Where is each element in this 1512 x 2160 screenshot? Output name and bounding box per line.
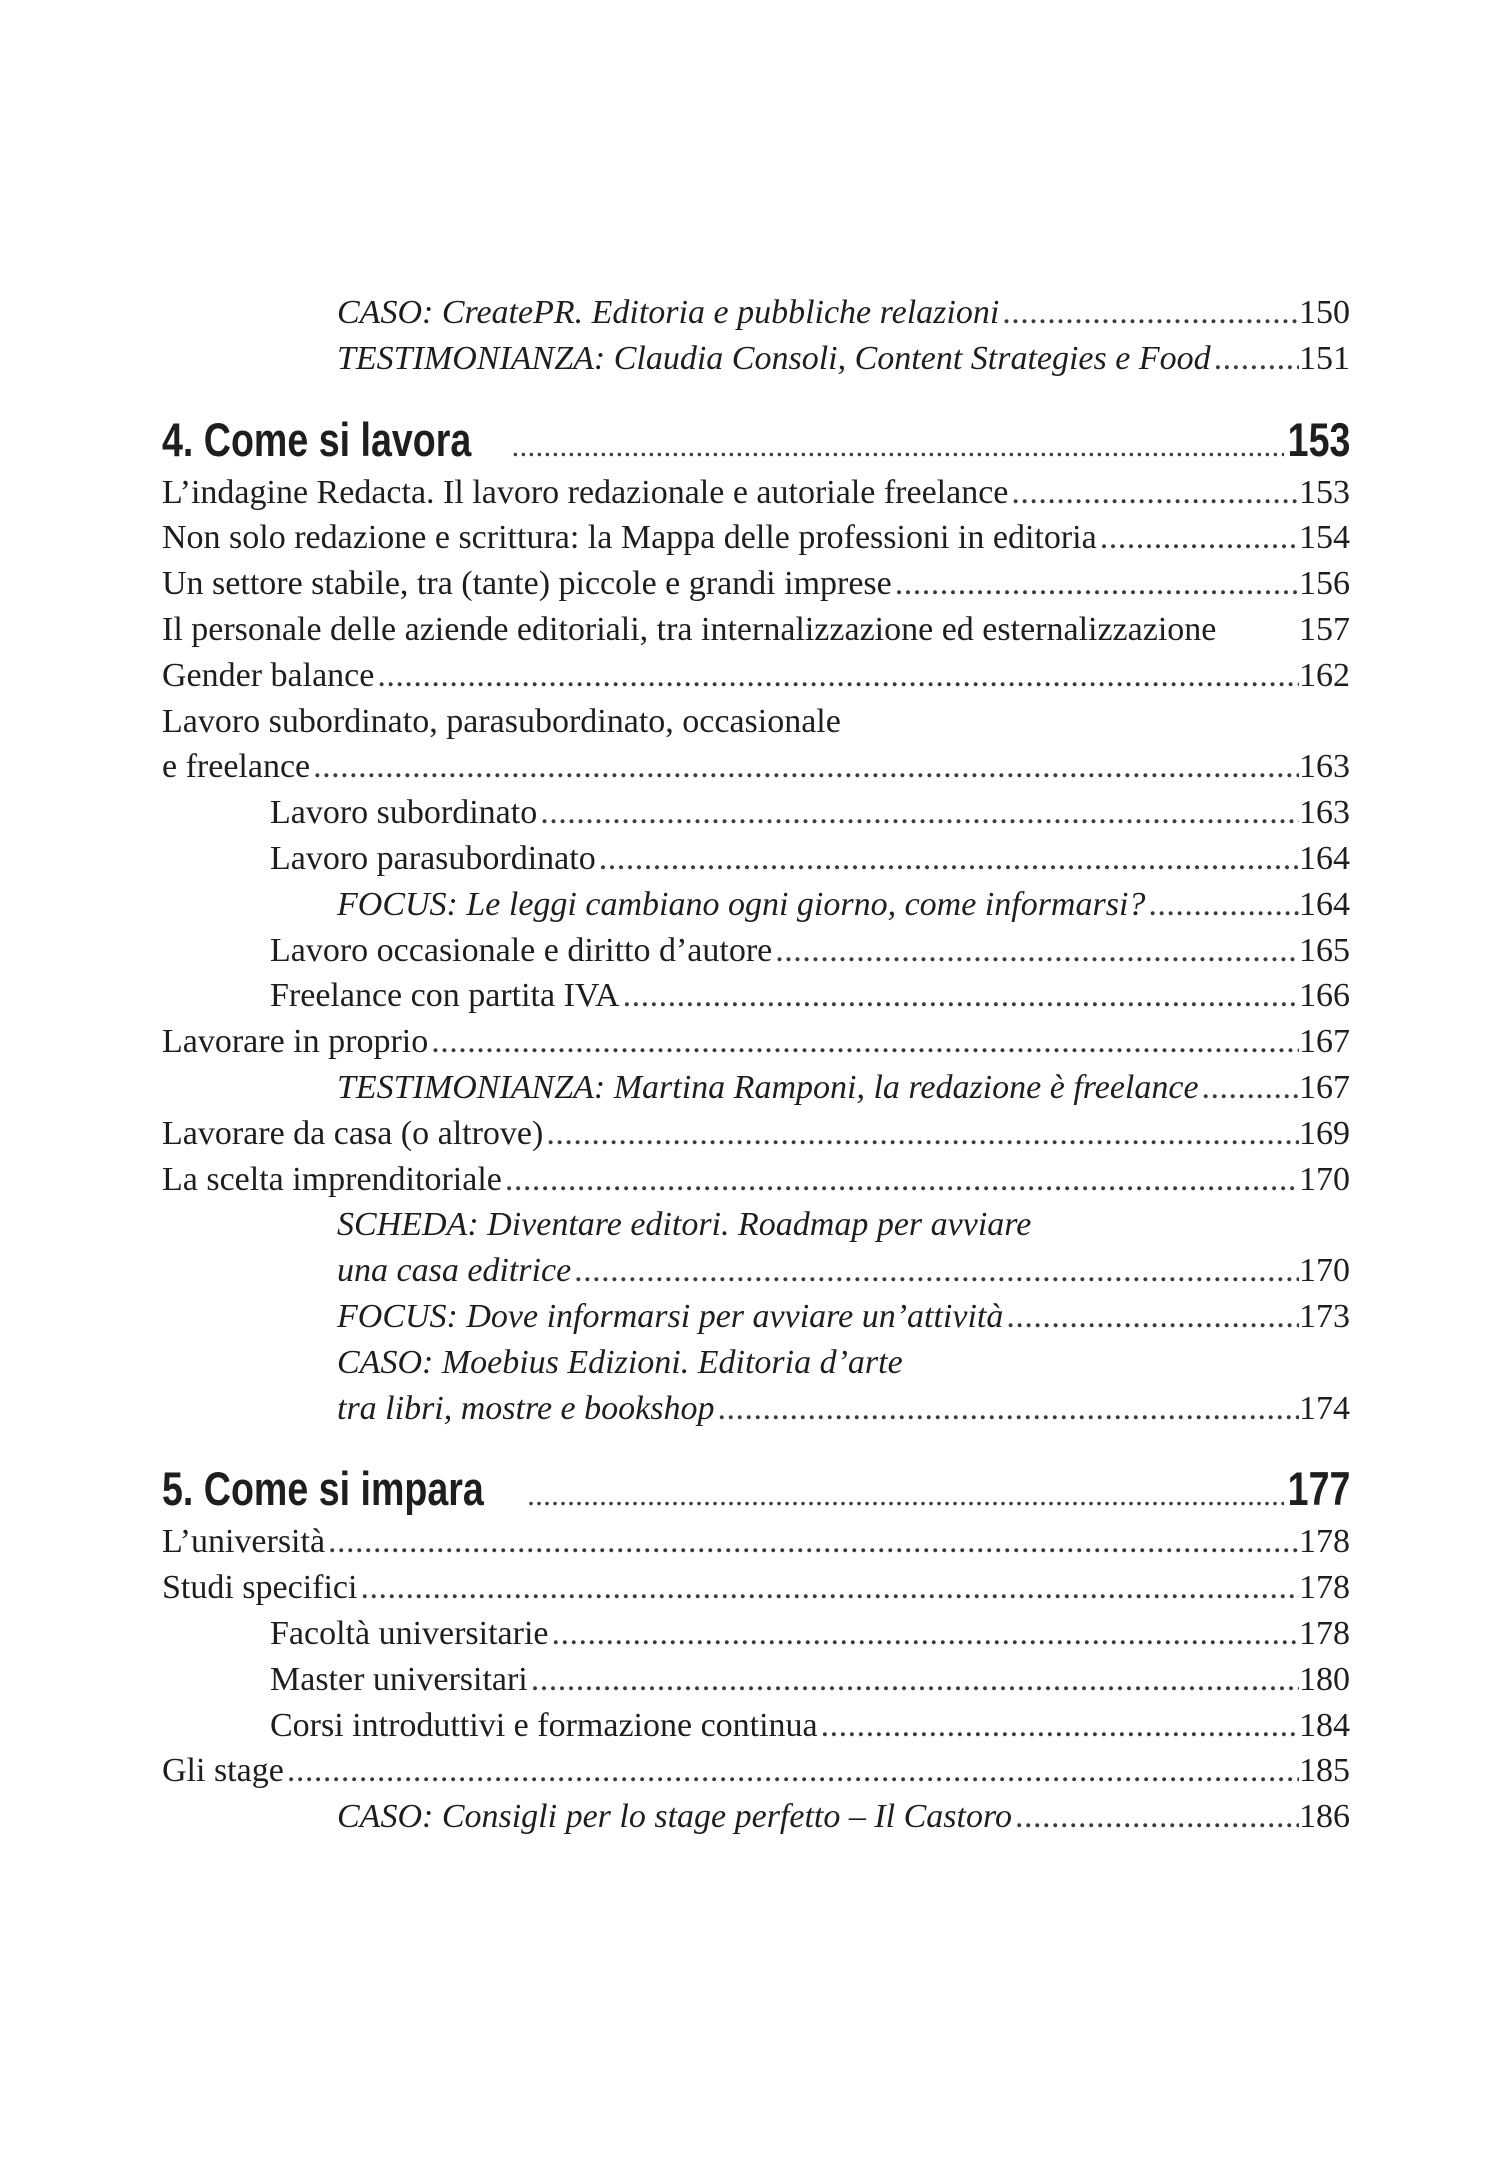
section-gap — [162, 382, 1350, 410]
dot-leader — [818, 1703, 1299, 1749]
toc-entry — [162, 1611, 1350, 1657]
toc-page-number: 153 — [1299, 473, 1350, 511]
toc-entry — [162, 470, 1350, 516]
toc-page-number: 163 — [1299, 794, 1350, 832]
toc-page-number: 178 — [1299, 1569, 1350, 1607]
dot-leader — [325, 1519, 1299, 1565]
toc-entry-title: Corsi introduttivi e formazione continua — [270, 1706, 818, 1744]
toc-entry — [162, 1748, 1350, 1794]
toc-entry-title: L’università — [162, 1523, 326, 1561]
toc-entry-title: Lavorare da casa (o altrove) — [162, 1114, 544, 1152]
toc-entry — [162, 1111, 1350, 1157]
toc-page-number: 153 — [1287, 412, 1350, 466]
toc-entry — [162, 1065, 1350, 1111]
toc-entry-title: FOCUS: Dove informarsi per avviare un’attività — [337, 1297, 1004, 1335]
toc-entry — [162, 836, 1350, 882]
toc-entry — [162, 699, 1350, 745]
toc-page-number: 164 — [1299, 839, 1350, 877]
toc-entry-title: una casa editrice — [337, 1252, 572, 1290]
toc-entry — [162, 1202, 1350, 1248]
dot-leader — [524, 1466, 1283, 1526]
toc-page-number: 156 — [1299, 565, 1350, 603]
toc-entry-title: Gli stage — [162, 1752, 284, 1790]
toc-page-number: 163 — [1299, 748, 1350, 786]
dot-leader — [528, 1657, 1299, 1703]
toc-entry-title: 4. Come si lavora — [162, 412, 472, 466]
toc-page-number: 151 — [1299, 339, 1350, 377]
toc-page-number: 186 — [1299, 1798, 1350, 1836]
toc-entry — [162, 928, 1350, 974]
toc-entry — [162, 1157, 1350, 1203]
toc-entry-title: Freelance con partita IVA — [270, 977, 620, 1015]
toc-page-number: 180 — [1299, 1660, 1350, 1698]
dot-leader — [428, 1019, 1299, 1065]
toc-entry-title: CASO: CreatePR. Editoria e pubbliche relazioni — [337, 294, 1000, 331]
toc-page-number: 167 — [1299, 1023, 1350, 1061]
toc-entry-title: CASO: Moebius Edizioni. Editoria d’arte — [337, 1343, 903, 1381]
toc-chapter-heading — [162, 410, 1350, 470]
toc-entry — [162, 1657, 1350, 1703]
toc-chapter-heading — [162, 1459, 1350, 1519]
toc-page-number: 162 — [1299, 656, 1350, 694]
dot-leader — [892, 561, 1299, 607]
dot-leader — [1097, 515, 1299, 561]
toc-page-number: 166 — [1299, 977, 1350, 1015]
toc-entry — [162, 1340, 1350, 1386]
toc-entry-title: Un settore stabile, tra (tante) piccole e grandi imprese — [162, 565, 892, 603]
toc-entry-title: Lavoro subordinato — [270, 794, 538, 832]
dot-leader — [374, 653, 1299, 699]
toc-entry — [162, 744, 1350, 790]
toc-entry-title: SCHEDA: Diventare editori. Roadmap per avviare — [337, 1206, 1032, 1244]
dot-leader — [310, 744, 1299, 790]
dot-leader — [502, 1157, 1299, 1203]
toc-page-number: 157 — [1299, 610, 1350, 648]
toc-entry — [162, 290, 1350, 336]
dot-leader — [1008, 470, 1299, 516]
toc-entry — [162, 515, 1350, 561]
toc-entry-title: Studi specifici — [162, 1569, 358, 1607]
dot-leader — [571, 1248, 1299, 1294]
toc-entry-title: Master universitari — [270, 1660, 528, 1698]
toc-page-number: 150 — [1299, 294, 1350, 331]
toc-entry-title: Gender balance — [162, 656, 375, 694]
dot-leader — [714, 1386, 1299, 1432]
dot-leader — [620, 973, 1299, 1019]
toc-page-number: 154 — [1299, 519, 1350, 557]
toc-entry-title: La scelta imprenditoriale — [162, 1160, 502, 1198]
toc-entry — [162, 882, 1350, 928]
section-gap — [162, 1431, 1350, 1459]
dot-leader — [509, 417, 1284, 477]
toc-entry-title: Il personale delle aziende editoriali, tra internalizzazione ed esternalizzazione — [162, 610, 1217, 648]
toc-page-number: 170 — [1299, 1160, 1350, 1198]
dot-leader — [543, 1111, 1299, 1157]
toc-entry — [162, 1019, 1350, 1065]
dot-leader — [1211, 336, 1299, 382]
dot-leader — [1012, 1794, 1299, 1840]
toc-entry — [162, 1565, 1350, 1611]
toc-entry-title: Lavorare in proprio — [162, 1023, 429, 1061]
dot-leader — [999, 290, 1299, 336]
toc-page-number: 167 — [1299, 1068, 1350, 1106]
toc-entry-title: Lavoro parasubordinato — [270, 839, 596, 877]
toc-page-number: 185 — [1299, 1752, 1350, 1790]
table-of-contents — [162, 290, 1350, 1840]
dot-leader — [596, 836, 1299, 882]
toc-entry-title: tra libri, mostre e bookshop — [337, 1389, 715, 1427]
toc-entry — [162, 561, 1350, 607]
toc-page-number: 170 — [1299, 1252, 1350, 1290]
toc-entry — [162, 336, 1350, 382]
toc-entry — [162, 1703, 1350, 1749]
toc-entry-title: Non solo redazione e scrittura: la Mappa delle professioni in editoria — [162, 519, 1097, 557]
toc-entry-title: e freelance — [162, 748, 311, 786]
toc-page-number: 164 — [1299, 885, 1350, 923]
toc-entry — [162, 790, 1350, 836]
dot-leader — [772, 928, 1299, 974]
dot-leader — [549, 1611, 1299, 1657]
toc-entry — [162, 1794, 1350, 1840]
toc-page-number: 178 — [1299, 1523, 1350, 1561]
toc-entry — [162, 1519, 1350, 1565]
toc-entry-title: FOCUS: Le leggi cambiano ogni giorno, come informarsi? — [337, 885, 1146, 923]
dot-leader — [1145, 882, 1299, 928]
toc-page-number: 178 — [1299, 1614, 1350, 1652]
toc-entry — [162, 1386, 1350, 1432]
dot-leader — [284, 1748, 1299, 1794]
toc-entry-title: TESTIMONIANZA: Martina Ramponi, la redazione è freelance — [337, 1068, 1199, 1106]
toc-page-number: 177 — [1287, 1462, 1350, 1516]
toc-entry — [162, 1294, 1350, 1340]
toc-entry-title: CASO: Consigli per lo stage perfetto – Il Castoro — [337, 1798, 1012, 1836]
toc-page-number: 173 — [1299, 1297, 1350, 1335]
toc-page-number: 165 — [1299, 931, 1350, 969]
toc-entry — [162, 653, 1350, 699]
toc-entry-title: 5. Come si impara — [162, 1462, 484, 1516]
toc-entry-title: Facoltà universitarie — [270, 1614, 549, 1652]
dot-leader — [1003, 1294, 1299, 1340]
toc-page-number: 169 — [1299, 1114, 1350, 1152]
toc-entry-title: Lavoro occasionale e diritto d’autore — [270, 931, 773, 969]
toc-page-number: 174 — [1299, 1389, 1350, 1427]
dot-leader — [357, 1565, 1299, 1611]
toc-entry — [162, 607, 1350, 653]
toc-entry — [162, 1248, 1350, 1294]
toc-entry-title: Lavoro subordinato, parasubordinato, occasionale — [162, 702, 841, 740]
toc-entry-title: TESTIMONIANZA: Claudia Consoli, Content Strategies e Food — [337, 339, 1211, 377]
dot-leader — [1199, 1065, 1299, 1111]
toc-entry-title: L’indagine Redacta. Il lavoro redazionale e autoriale freelance — [162, 473, 1009, 511]
toc-entry — [162, 973, 1350, 1019]
dot-leader — [537, 790, 1299, 836]
toc-page-number: 184 — [1299, 1706, 1350, 1744]
